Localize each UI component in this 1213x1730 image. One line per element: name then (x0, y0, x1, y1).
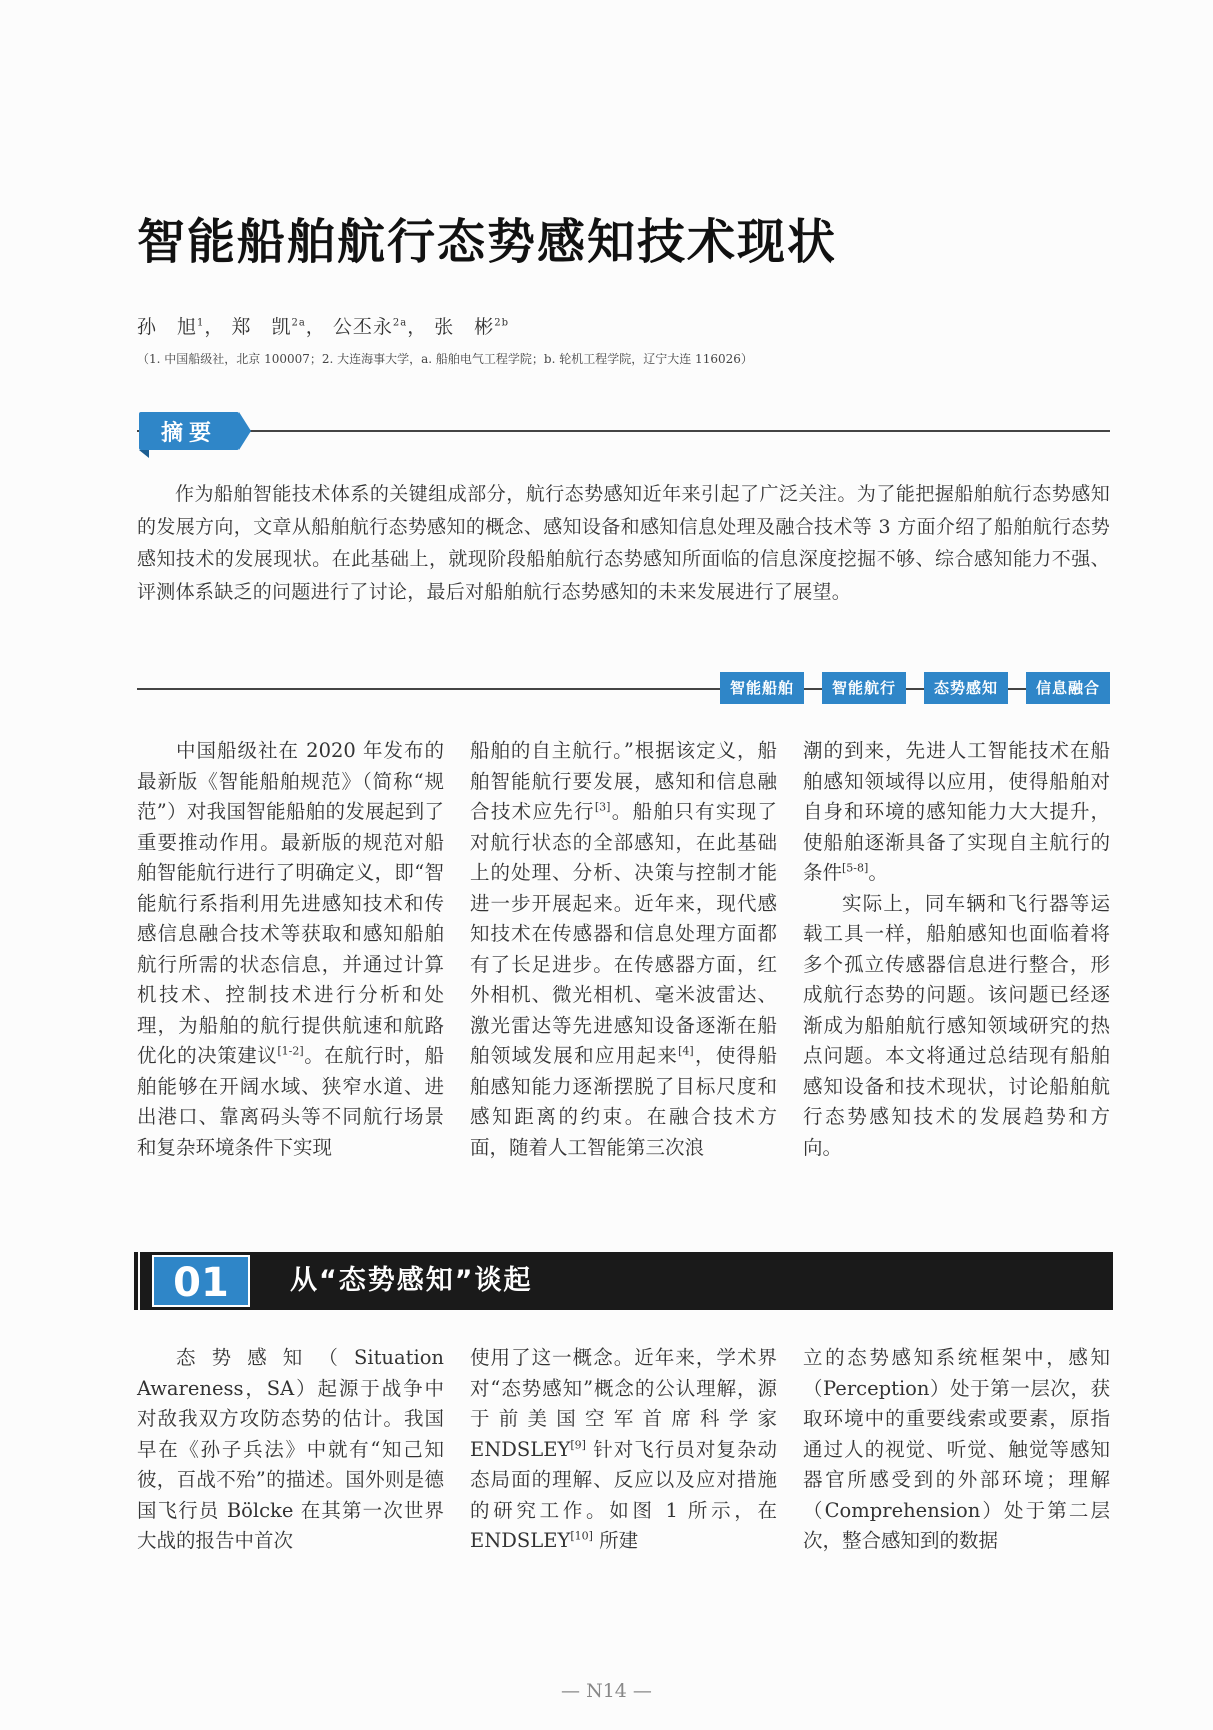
affiliation: （1. 中国船级社，北京 100007；2. 大连海事大学，a. 船舶电气工程学院；b. 轮机工程学院，辽宁大连 116026） (137, 352, 753, 366)
paragraph: 立的态势感知系统框架中，感知（Perception）处于第一层次，获取环境中的重要线索或要素，原指通过人的视觉、听觉、触觉等感知器官所感受到的外部环境；理解（Comprehension）处于第二层次，整合感知到的数据 (803, 1346, 1110, 1552)
abstract-rule (137, 430, 1110, 432)
keyword-tag: 态势感知 (924, 672, 1008, 704)
text-run: 所建 (592, 1529, 639, 1552)
text-run: 使用了这一概念。近年来，学术界对“态势感知”概念的公认理解，源于前美国空军首席科学家 ENDSLEY (470, 1346, 777, 1461)
text-run: 。 (868, 861, 888, 884)
paragraph (803, 736, 1110, 889)
paragraph (470, 736, 777, 1163)
intro-column-2 (470, 736, 777, 1163)
section-header-edge (134, 1252, 138, 1310)
author-affil-mark: 1 (197, 317, 205, 329)
text-run: 针对飞行员对复杂动态局面的理解、反应以及应对措施的研究工作。如图 1 所示，在 ENDSLEY (470, 1437, 777, 1552)
author-name: 张 彬 (434, 316, 495, 338)
abstract-label: 摘要 (139, 412, 239, 450)
paragraph: 实际上，同车辆和飞行器等运载工具一样，船舶感知也面临着将多个孤立传感器信息进行整合，形成航行态势的问题。该问题已经逐渐成为船舶航行感知领域研究的热点问题。本文将通过总结现有船舶感知设备和技术现状，讨论船舶航行态势感知技术的发展趋势和方向。 (803, 891, 1110, 1159)
author-name: 孙 旭 (137, 316, 198, 338)
section-title: 从“态势感知”谈起 (290, 1265, 533, 1296)
text-run: 潮的到来，先进人工智能技术在船舶感知领域得以应用，使得船舶对自身和环境的感知能力大大提升，使船舶逐渐具备了实现自主航行的条件 (803, 739, 1110, 884)
author-list (137, 312, 509, 339)
paragraph (137, 736, 444, 1163)
author-affil-mark: 2a (392, 317, 408, 329)
author-affil-mark: 2a (291, 317, 306, 329)
citation: [10] (570, 1529, 593, 1543)
section1-column-1 (137, 1343, 444, 1557)
author-name: 郑 凯 (231, 316, 292, 338)
citation: [3] (594, 800, 611, 814)
section1-column-3 (803, 1343, 1110, 1557)
section-number: 01 (152, 1255, 250, 1307)
text-run: 船舶的自主航行。”根据该定义，船舶智能航行要发展，感知和信息融合技术应先行 (470, 739, 777, 823)
section-header (140, 1252, 1113, 1310)
paragraph (470, 1343, 777, 1557)
intro-column-1 (137, 736, 444, 1163)
page-title: 智能船舶航行态势感知技术现状 (137, 214, 838, 270)
keyword-tag: 智能航行 (822, 672, 906, 704)
citation: [1-2] (277, 1044, 304, 1058)
author-separator: ， (204, 316, 225, 338)
citation: [9] (570, 1438, 586, 1451)
page-number: — N14 — (561, 1680, 652, 1702)
keyword-tag: 信息融合 (1026, 672, 1110, 704)
keyword-tag: 智能船舶 (720, 672, 804, 704)
abstract-text: 作为船舶智能技术体系的关键组成部分，航行态势感知近年来引起了广泛关注。为了能把握船舶航行态势感知的发展方向，文章从船舶航行态势感知的概念、感知设备和感知信息处理及融合技术等 3 方面介绍了船舶航行态势感知技术的发展现状。在此基础上，就现阶段船舶航行态势感知所面临的信息深度挖掘不够、综合感知能力不强、评测体系缺乏的问题进行了讨论，最后对船舶航行态势感知的未来发展进行了展望。 (137, 483, 1110, 603)
text-run: 中国船级社在 2020 年发布的最新版《智能船舶规范》（简称“规范”）对我国智能船舶的发展起到了重要推动作用。最新版的规范对船舶智能航行进行了明确定义，即“智能航行系指利用先进感知技术和传感信息融合技术等获取和感知船舶航行所需的状态信息，并通过计算机技术、控制技术进行分析和处理，为船舶的航行提供航速和航路优化的决策建议 (137, 739, 444, 1067)
author-separator: ， (407, 316, 428, 338)
paragraph: 态势感知（Situation Awareness，SA）起源于战争中对敌我双方攻防态势的估计。我国早在《孙子兵法》中就有“知己知彼，百战不殆”的描述。国外则是德国飞行员 Bölcke 在其第一次世界大战的报告中首次 (137, 1346, 444, 1552)
intro-column-3 (803, 736, 1110, 1163)
author-affil-mark: 2b (494, 317, 510, 329)
citation: [4] (678, 1044, 694, 1058)
citation: [5-8] (842, 861, 869, 875)
author-separator: ， (305, 316, 326, 338)
text-run: ，使得船舶感知能力逐渐摆脱了目标尺度和感知距离的约束。在融合技术方面，随着人工智能第三次浪 (470, 1044, 777, 1159)
keyword-list (720, 672, 1110, 704)
text-run: 。船舶只有实现了对航行状态的全部感知，在此基础上的处理、分析、决策与控制才能进一步开展起来。近年来，现代感知技术在传感器和信息处理方面都有了长足进步。在传感器方面，红外相机、微光相机、毫米波雷达、激光雷达等先进感知设备逐渐在船舶领域发展和应用起来 (470, 800, 777, 1067)
section1-column-2 (470, 1343, 777, 1557)
author-name: 公丕永 (332, 316, 393, 338)
text-run: 。在航行时，船舶能够在开阔水域、狭窄水道、进出港口、靠离码头等不同航行场景和复杂环境条件下实现 (137, 1044, 444, 1159)
